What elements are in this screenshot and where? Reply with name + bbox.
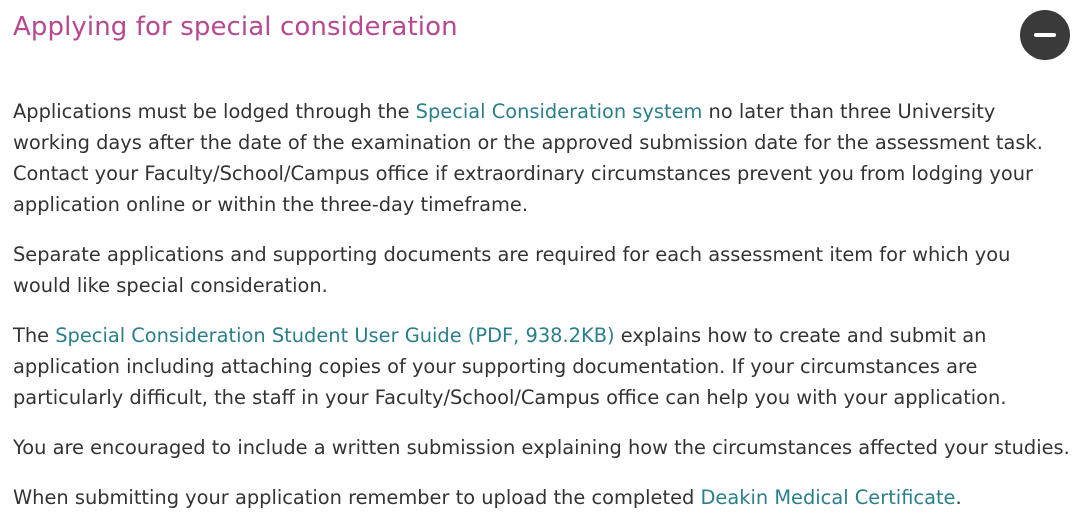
accordion-body	[13, 96, 1073, 524]
accordion-header[interactable]	[0, 0, 1080, 70]
paragraph-medical-certificate-before: When submitting your application remember to upload the completed	[13, 486, 701, 509]
paragraph-lodging	[13, 96, 1073, 220]
paragraph-lodging-after: no later than three University working days after the date of the examination or the approved submission date for the assessment task. Contact your Faculty/School/Campus office if extraordinary circumstances prevent you from lodging your application online or within the three-day timeframe.	[13, 100, 1043, 216]
paragraph-medical-certificate-after: .	[955, 486, 962, 509]
minus-circle-icon[interactable]	[1020, 10, 1070, 60]
user-guide-pdf-link[interactable]: Special Consideration Student User Guide (PDF, 938.2KB)	[55, 324, 615, 347]
paragraph-user-guide-before: The	[13, 324, 56, 347]
paragraph-written-submission: You are encouraged to include a written submission explaining how the circumstances affected your studies.	[13, 436, 1070, 459]
special-consideration-system-link[interactable]: Special Consideration system	[415, 100, 703, 123]
section-title: Applying for special consideration	[13, 12, 458, 42]
paragraph-separate-applications: Separate applications and supporting documents are required for each assessment item for which you would like special consideration.	[13, 243, 1011, 297]
deakin-medical-certificate-link[interactable]: Deakin Medical Certificate	[700, 486, 956, 509]
paragraph-user-guide	[13, 320, 1073, 413]
minus-bar	[1034, 33, 1056, 37]
paragraph-lodging-before: Applications must be lodged through the	[13, 100, 416, 123]
paragraph-medical-certificate	[13, 482, 1073, 513]
paragraph-user-guide-after: explains how to create and submit an application including attaching copies of your supporting documentation. If your circumstances are particularly difficult, the staff in your Faculty/School/Campus office can help you with your application.	[13, 324, 1007, 409]
